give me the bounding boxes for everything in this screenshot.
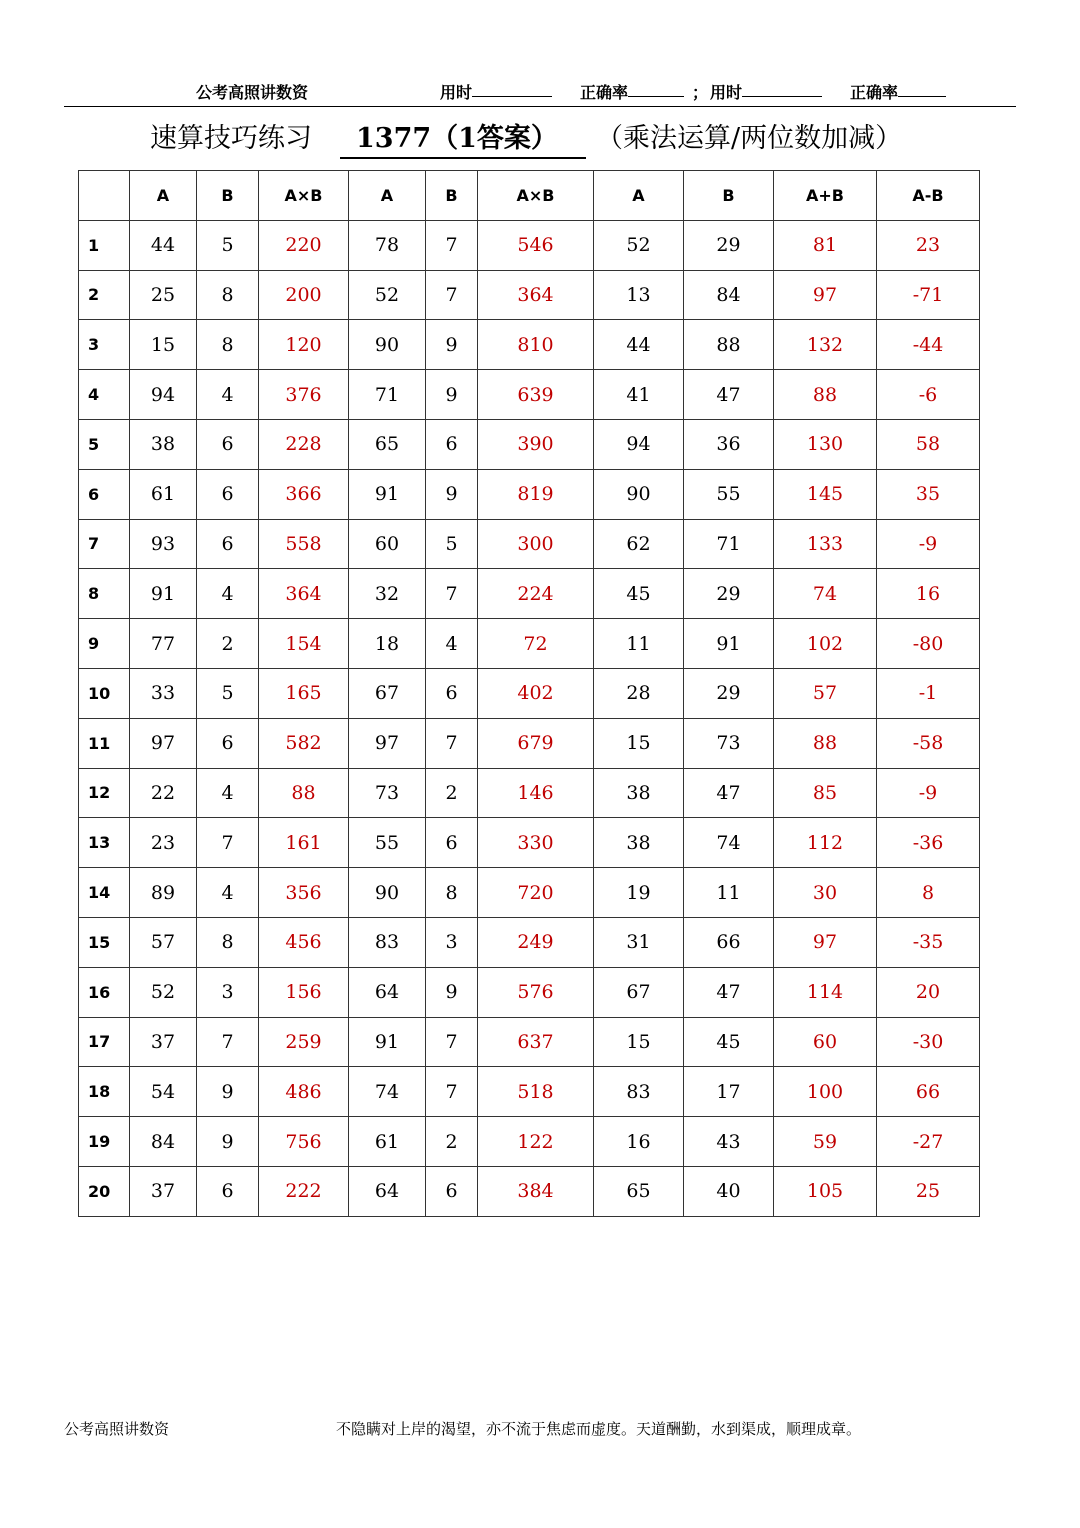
operand-cell: 7 — [426, 270, 478, 320]
accuracy-field-2 — [850, 80, 898, 103]
answer-cell: 66 — [877, 1067, 980, 1117]
accuracy-label-2: 正确率 — [850, 83, 899, 102]
operand-cell: 90 — [594, 469, 684, 519]
answer-cell: 74 — [774, 569, 877, 619]
answer-cell: 756 — [259, 1117, 349, 1167]
answer-cell: 249 — [478, 917, 594, 967]
operand-cell: 43 — [684, 1117, 774, 1167]
answer-cell: 259 — [259, 1017, 349, 1067]
answer-cell: 102 — [774, 619, 877, 669]
row-number: 4 — [79, 370, 130, 420]
operand-cell: 52 — [594, 220, 684, 270]
operand-cell: 37 — [130, 1017, 197, 1067]
operand-cell: 15 — [130, 320, 197, 370]
title-subtitle: （乘法运算/两位数加减） — [596, 123, 903, 154]
operand-cell: 38 — [594, 768, 684, 818]
answer-cell: -36 — [877, 818, 980, 868]
operand-cell: 7 — [426, 1017, 478, 1067]
operand-cell: 90 — [349, 868, 426, 918]
answer-cell: 122 — [478, 1117, 594, 1167]
answer-cell: 222 — [259, 1166, 349, 1216]
row-number: 3 — [79, 320, 130, 370]
answer-cell: 120 — [259, 320, 349, 370]
header-cell-b3: B — [684, 171, 774, 221]
operand-cell: 6 — [426, 668, 478, 718]
accuracy-label-1: 正确率 — [580, 83, 629, 102]
answer-cell: 81 — [774, 220, 877, 270]
title-main: 速算技巧练习 — [150, 123, 312, 154]
answer-cell: 456 — [259, 917, 349, 967]
answer-cell: 300 — [478, 519, 594, 569]
operand-cell: 4 — [197, 569, 259, 619]
answer-cell: 60 — [774, 1017, 877, 1067]
title-number: 1377（1答案） — [340, 116, 586, 159]
accuracy-field-1 — [580, 80, 628, 103]
time-blank-1 — [472, 80, 552, 97]
operand-cell: 65 — [349, 419, 426, 469]
table-row — [79, 1166, 980, 1216]
answer-cell: 376 — [259, 370, 349, 420]
operand-cell: 77 — [130, 619, 197, 669]
operand-cell: 8 — [197, 320, 259, 370]
operand-cell: 29 — [684, 220, 774, 270]
operand-cell: 91 — [349, 1017, 426, 1067]
operand-cell: 67 — [594, 967, 684, 1017]
operand-cell: 6 — [197, 1166, 259, 1216]
header-cell-a2: A — [349, 171, 426, 221]
operand-cell: 37 — [130, 1166, 197, 1216]
operand-cell: 4 — [197, 868, 259, 918]
answer-cell: 88 — [774, 718, 877, 768]
time-field-1 — [440, 80, 472, 103]
row-number: 20 — [79, 1166, 130, 1216]
operand-cell: 25 — [130, 270, 197, 320]
operand-cell: 97 — [130, 718, 197, 768]
row-number: 12 — [79, 768, 130, 818]
operand-cell: 23 — [130, 818, 197, 868]
header-separator: ； — [692, 83, 709, 102]
operand-cell: 83 — [594, 1067, 684, 1117]
accuracy-blank-2 — [898, 80, 946, 97]
table-row — [79, 1067, 980, 1117]
answer-cell: 637 — [478, 1017, 594, 1067]
table-row — [79, 619, 980, 669]
operand-cell: 78 — [349, 220, 426, 270]
operand-cell: 47 — [684, 370, 774, 420]
operand-cell: 60 — [349, 519, 426, 569]
answer-cell: -35 — [877, 917, 980, 967]
header-cell-product1: A×B — [259, 171, 349, 221]
operand-cell: 38 — [130, 419, 197, 469]
answer-cell: 146 — [478, 768, 594, 818]
answer-cell: 518 — [478, 1067, 594, 1117]
operand-cell: 9 — [426, 469, 478, 519]
operand-cell: 6 — [197, 519, 259, 569]
operand-cell: 7 — [426, 569, 478, 619]
operand-cell: 31 — [594, 917, 684, 967]
operand-cell: 94 — [594, 419, 684, 469]
answer-cell: 679 — [478, 718, 594, 768]
operand-cell: 57 — [130, 917, 197, 967]
row-number: 2 — [79, 270, 130, 320]
table-row — [79, 1117, 980, 1167]
answer-cell: 364 — [259, 569, 349, 619]
row-number: 15 — [79, 917, 130, 967]
operand-cell: 88 — [684, 320, 774, 370]
operand-cell: 45 — [594, 569, 684, 619]
answer-cell: 582 — [259, 718, 349, 768]
operand-cell: 3 — [426, 917, 478, 967]
operand-cell: 2 — [426, 1117, 478, 1167]
answer-cell: 57 — [774, 668, 877, 718]
operand-cell: 22 — [130, 768, 197, 818]
table-row — [79, 768, 980, 818]
operand-cell: 6 — [426, 419, 478, 469]
operand-cell: 29 — [684, 569, 774, 619]
operand-cell: 9 — [426, 370, 478, 420]
header-cell-index — [79, 171, 130, 221]
operand-cell: 6 — [197, 718, 259, 768]
table-body — [79, 220, 980, 1216]
answer-cell: 72 — [478, 619, 594, 669]
answer-cell: 156 — [259, 967, 349, 1017]
row-number: 14 — [79, 868, 130, 918]
operand-cell: 91 — [684, 619, 774, 669]
operand-cell: 7 — [197, 1017, 259, 1067]
answer-cell: 88 — [259, 768, 349, 818]
operand-cell: 9 — [197, 1067, 259, 1117]
operand-cell: 9 — [197, 1117, 259, 1167]
answer-cell: 130 — [774, 419, 877, 469]
answer-cell: 558 — [259, 519, 349, 569]
operand-cell: 18 — [349, 619, 426, 669]
table-row — [79, 868, 980, 918]
header-divider — [64, 106, 1016, 107]
answer-cell: 23 — [877, 220, 980, 270]
operand-cell: 2 — [197, 619, 259, 669]
operand-cell: 15 — [594, 1017, 684, 1067]
operand-cell: 8 — [197, 270, 259, 320]
operand-cell: 94 — [130, 370, 197, 420]
footer-source: 公考高照讲数资 — [64, 1420, 170, 1438]
table-row — [79, 917, 980, 967]
answer-cell: 546 — [478, 220, 594, 270]
row-number: 18 — [79, 1067, 130, 1117]
accuracy-blank-1 — [628, 80, 684, 97]
operand-cell: 2 — [426, 768, 478, 818]
operand-cell: 13 — [594, 270, 684, 320]
row-number: 7 — [79, 519, 130, 569]
footer-motto: 不隐瞒对上岸的渴望，亦不流于焦虑而虚度。天道酬勤，水到渠成，顺理成章。 — [336, 1420, 862, 1438]
row-number: 13 — [79, 818, 130, 868]
table-row — [79, 270, 980, 320]
answer-cell: 810 — [478, 320, 594, 370]
row-number: 9 — [79, 619, 130, 669]
operand-cell: 74 — [349, 1067, 426, 1117]
row-number: 1 — [79, 220, 130, 270]
answer-cell: 114 — [774, 967, 877, 1017]
operand-cell: 91 — [349, 469, 426, 519]
answer-cell: 133 — [774, 519, 877, 569]
operand-cell: 7 — [426, 718, 478, 768]
row-number: 17 — [79, 1017, 130, 1067]
answer-cell: 639 — [478, 370, 594, 420]
operand-cell: 54 — [130, 1067, 197, 1117]
table-row — [79, 668, 980, 718]
operand-cell: 55 — [684, 469, 774, 519]
answer-cell: -30 — [877, 1017, 980, 1067]
operand-cell: 5 — [426, 519, 478, 569]
time-blank-2 — [742, 80, 822, 97]
row-number: 5 — [79, 419, 130, 469]
operand-cell: 84 — [130, 1117, 197, 1167]
operand-cell: 40 — [684, 1166, 774, 1216]
answer-cell: 228 — [259, 419, 349, 469]
operand-cell: 38 — [594, 818, 684, 868]
time-label-2: 用时 — [710, 83, 743, 102]
row-number: 10 — [79, 668, 130, 718]
table-row — [79, 320, 980, 370]
table-row — [79, 569, 980, 619]
answer-cell: 356 — [259, 868, 349, 918]
answer-cell: 402 — [478, 668, 594, 718]
answer-cell: -58 — [877, 718, 980, 768]
answer-cell: 58 — [877, 419, 980, 469]
operand-cell: 89 — [130, 868, 197, 918]
answer-cell: -44 — [877, 320, 980, 370]
operand-cell: 61 — [130, 469, 197, 519]
operand-cell: 11 — [594, 619, 684, 669]
operand-cell: 4 — [197, 370, 259, 420]
row-number: 8 — [79, 569, 130, 619]
header-cell-b1: B — [197, 171, 259, 221]
header-cell-difference: A-B — [877, 171, 980, 221]
answer-cell: 105 — [774, 1166, 877, 1216]
exercise-table — [78, 170, 980, 1217]
operand-cell: 3 — [197, 967, 259, 1017]
row-number: 16 — [79, 967, 130, 1017]
answer-cell: 330 — [478, 818, 594, 868]
answer-cell: 97 — [774, 270, 877, 320]
header-cell-sum: A+B — [774, 171, 877, 221]
operand-cell: 91 — [130, 569, 197, 619]
answer-cell: 165 — [259, 668, 349, 718]
answer-cell: 30 — [774, 868, 877, 918]
operand-cell: 9 — [426, 320, 478, 370]
operand-cell: 44 — [130, 220, 197, 270]
answer-cell: -27 — [877, 1117, 980, 1167]
operand-cell: 6 — [426, 1166, 478, 1216]
answer-cell: -9 — [877, 768, 980, 818]
operand-cell: 74 — [684, 818, 774, 868]
operand-cell: 6 — [197, 469, 259, 519]
header-source: 公考高照讲数资 — [196, 83, 309, 102]
operand-cell: 36 — [684, 419, 774, 469]
table-row — [79, 469, 980, 519]
answer-cell: -80 — [877, 619, 980, 669]
table-row — [79, 370, 980, 420]
answer-cell: 364 — [478, 270, 594, 320]
operand-cell: 8 — [197, 917, 259, 967]
answer-cell: 390 — [478, 419, 594, 469]
operand-cell: 7 — [426, 1067, 478, 1117]
operand-cell: 4 — [426, 619, 478, 669]
operand-cell: 44 — [594, 320, 684, 370]
operand-cell: 6 — [197, 419, 259, 469]
answer-cell: 161 — [259, 818, 349, 868]
operand-cell: 5 — [197, 668, 259, 718]
operand-cell: 11 — [684, 868, 774, 918]
operand-cell: 19 — [594, 868, 684, 918]
answer-cell: 220 — [259, 220, 349, 270]
operand-cell: 33 — [130, 668, 197, 718]
answer-cell: 145 — [774, 469, 877, 519]
answer-cell: 20 — [877, 967, 980, 1017]
operand-cell: 64 — [349, 967, 426, 1017]
header-cell-a3: A — [594, 171, 684, 221]
answer-cell: -1 — [877, 668, 980, 718]
operand-cell: 73 — [684, 718, 774, 768]
time-label-1: 用时 — [440, 83, 473, 102]
operand-cell: 29 — [684, 668, 774, 718]
operand-cell: 4 — [197, 768, 259, 818]
answer-cell: 25 — [877, 1166, 980, 1216]
operand-cell: 28 — [594, 668, 684, 718]
operand-cell: 55 — [349, 818, 426, 868]
time-field-2 — [710, 80, 742, 103]
answer-cell: 224 — [478, 569, 594, 619]
answer-cell: -71 — [877, 270, 980, 320]
operand-cell: 62 — [594, 519, 684, 569]
operand-cell: 73 — [349, 768, 426, 818]
answer-cell: 59 — [774, 1117, 877, 1167]
row-number: 11 — [79, 718, 130, 768]
answer-cell: -9 — [877, 519, 980, 569]
page-footer — [0, 1418, 1080, 1440]
answer-cell: 819 — [478, 469, 594, 519]
operand-cell: 65 — [594, 1166, 684, 1216]
operand-cell: 17 — [684, 1067, 774, 1117]
operand-cell: 45 — [684, 1017, 774, 1067]
table-row — [79, 967, 980, 1017]
table-row — [79, 220, 980, 270]
operand-cell: 41 — [594, 370, 684, 420]
table-header-row — [79, 171, 980, 221]
operand-cell: 71 — [684, 519, 774, 569]
operand-cell: 8 — [426, 868, 478, 918]
answer-cell: 97 — [774, 917, 877, 967]
answer-cell: -6 — [877, 370, 980, 420]
header-cell-product2: A×B — [478, 171, 594, 221]
row-number: 6 — [79, 469, 130, 519]
table-row — [79, 818, 980, 868]
answer-cell: 200 — [259, 270, 349, 320]
answer-cell: 720 — [478, 868, 594, 918]
answer-cell: 100 — [774, 1067, 877, 1117]
operand-cell: 52 — [130, 967, 197, 1017]
operand-cell: 16 — [594, 1117, 684, 1167]
operand-cell: 32 — [349, 569, 426, 619]
answer-cell: 384 — [478, 1166, 594, 1216]
operand-cell: 9 — [426, 967, 478, 1017]
worksheet-header — [0, 80, 1080, 106]
operand-cell: 90 — [349, 320, 426, 370]
operand-cell: 66 — [684, 917, 774, 967]
answer-cell: 486 — [259, 1067, 349, 1117]
operand-cell: 64 — [349, 1166, 426, 1216]
operand-cell: 83 — [349, 917, 426, 967]
answer-cell: 366 — [259, 469, 349, 519]
operand-cell: 84 — [684, 270, 774, 320]
operand-cell: 67 — [349, 668, 426, 718]
operand-cell: 52 — [349, 270, 426, 320]
operand-cell: 5 — [197, 220, 259, 270]
operand-cell: 7 — [197, 818, 259, 868]
answer-cell: 112 — [774, 818, 877, 868]
operand-cell: 6 — [426, 818, 478, 868]
operand-cell: 71 — [349, 370, 426, 420]
answer-cell: 35 — [877, 469, 980, 519]
operand-cell: 7 — [426, 220, 478, 270]
operand-cell: 93 — [130, 519, 197, 569]
answer-cell: 8 — [877, 868, 980, 918]
answer-cell: 576 — [478, 967, 594, 1017]
operand-cell: 15 — [594, 718, 684, 768]
table-row — [79, 419, 980, 469]
operand-cell: 47 — [684, 768, 774, 818]
answer-cell: 85 — [774, 768, 877, 818]
operand-cell: 47 — [684, 967, 774, 1017]
table-row — [79, 1017, 980, 1067]
answer-cell: 88 — [774, 370, 877, 420]
table-row — [79, 718, 980, 768]
header-cell-a1: A — [130, 171, 197, 221]
header-cell-b2: B — [426, 171, 478, 221]
answer-cell: 16 — [877, 569, 980, 619]
page-title — [150, 116, 1050, 160]
answer-cell: 132 — [774, 320, 877, 370]
operand-cell: 97 — [349, 718, 426, 768]
table-row — [79, 519, 980, 569]
row-number: 19 — [79, 1117, 130, 1167]
operand-cell: 61 — [349, 1117, 426, 1167]
answer-cell: 154 — [259, 619, 349, 669]
